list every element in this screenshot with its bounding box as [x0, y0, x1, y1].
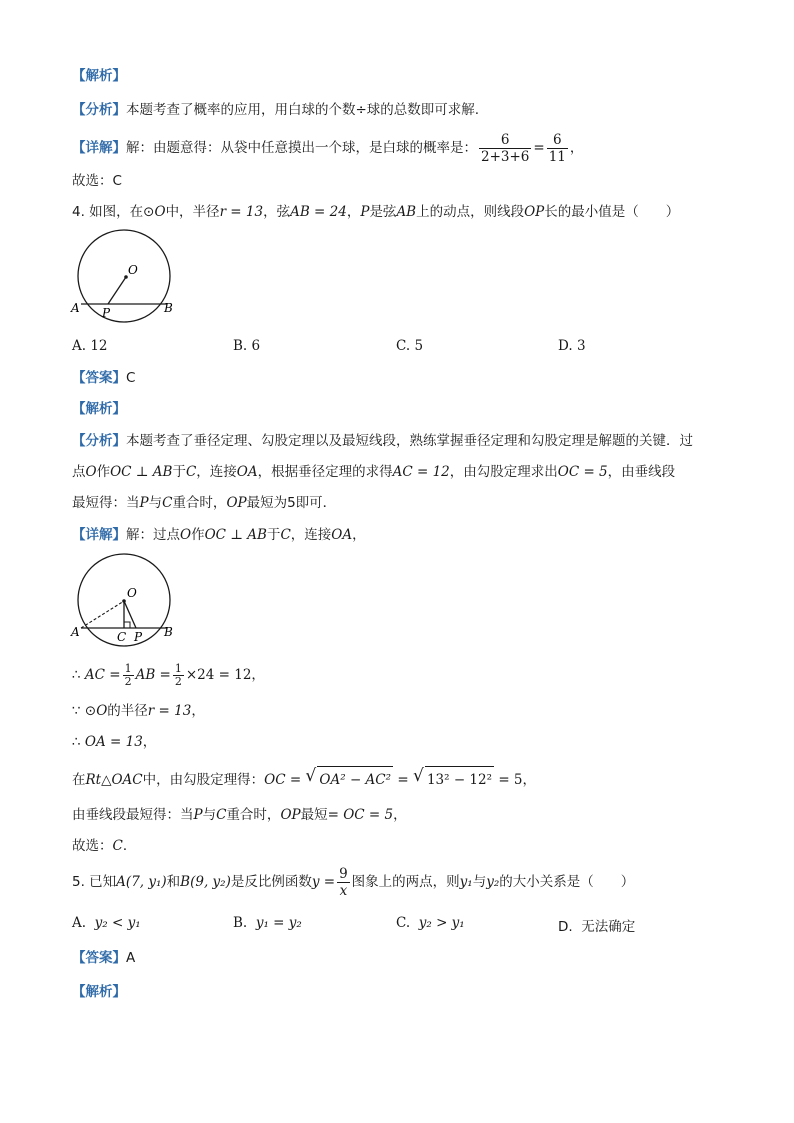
label-o: O: [128, 263, 138, 277]
segment-op: [108, 277, 126, 304]
fraction-6-over-11: $\frac{6}{11}$: [548, 131, 566, 165]
sqrt-oa2-ac2: √ OA² − AC²: [305, 766, 393, 793]
label-b: B: [164, 301, 173, 315]
xiangjie-tag: 【详解】: [72, 140, 126, 156]
circle-figure-1: [68, 228, 180, 326]
q4-step-2: ∵ ⊙O的半径r = 13，: [72, 703, 205, 719]
label-a: A: [71, 625, 80, 639]
q4-xiangjie-line: 【详解】解：过点O作OC ⊥ AB于C，连接OA，: [72, 527, 366, 543]
fraction-half: $\frac{1}{2}$: [124, 661, 132, 688]
q4-step-4: 在Rt△OAC中，由勾股定理得：OC = √ OA² − AC² = √ 13² − 12² = 5，: [72, 766, 536, 793]
segment-oa-dashed: [81, 601, 124, 628]
right-angle-mark: [124, 622, 130, 628]
xiangjie-text: 解：由题意得：从袋中任意摸出一个球，是白球的概率是：: [126, 140, 477, 156]
q4-step-1: ∴ AC = $\frac{1}{2}$ AB = $\frac{1}{2}$ ×24 = 12，: [72, 661, 265, 688]
q4-fenxi-line-2: 点O作OC ⊥ AB于C，连接OA，根据垂径定理的求得AC = 12，由勾股定理求出OC = 5，由垂线段: [72, 464, 676, 480]
q5-option-d[interactable]: D. 无法确定: [558, 919, 636, 935]
circle-o: [78, 230, 170, 322]
q4-step-3: ∴ OA = 13，: [72, 734, 157, 750]
q5-jiexi-heading: 【解析】: [72, 984, 126, 1000]
q4-option-c[interactable]: C. 5: [396, 338, 424, 354]
sqrt-13-12: √ 13² − 12²: [413, 766, 494, 793]
fenxi-tag: 【分析】: [72, 102, 126, 118]
q4-option-a[interactable]: A. 12: [72, 338, 108, 354]
label-b: B: [164, 625, 173, 639]
q4-fenxi-line-1: 【分析】本题考查了垂径定理、勾股定理以及最短线段，熟练掌握垂径定理和勾股定理是解题的关键．过: [72, 433, 693, 449]
fraction-9-over-x: $\frac{9}{x}$: [339, 865, 348, 899]
q4-answer: 【答案】C: [72, 370, 136, 386]
q5-option-c[interactable]: C. y₂ > y₁: [396, 915, 465, 931]
q3-jiexi-heading: [72, 66, 126, 86]
label-o: O: [127, 586, 137, 600]
point-o: [122, 599, 126, 603]
q5-answer: 【答案】A: [72, 950, 136, 966]
q3-fenxi-line: [72, 100, 479, 120]
q4-fenxi-line-3: 最短得：当P与C重合时，OP最短为5即可．: [72, 495, 337, 511]
label-a: A: [71, 301, 80, 315]
label-p: P: [134, 630, 143, 644]
fraction-half: $\frac{1}{2}$: [174, 661, 182, 688]
q4-guxuan: 故选：C．: [72, 838, 137, 854]
fenxi-text: 本题考查了概率的应用，用白球的个数÷球的总数即可求解.: [126, 102, 480, 118]
q5-option-a[interactable]: A. y₂ < y₁: [72, 915, 141, 931]
q5-option-b[interactable]: B. y₁ = y₂: [233, 915, 302, 931]
q4-option-d[interactable]: D. 3: [558, 338, 586, 354]
fraction-6-over-sum: $\frac{6}{2+3+6}$: [481, 131, 530, 165]
jiexi-tag: 【解析】: [72, 68, 126, 84]
label-p: P: [102, 306, 111, 320]
q5-stem: 5. 已知A(7, y₁)和B(9, y₂)是反比例函数y = $\frac{9}{x}$ 图象上的两点，则y₁与y₂的大小关系是（ ）: [72, 865, 635, 899]
q4-step-5: 由垂线段最短得：当P与C重合时，OP最短= OC = 5，: [72, 807, 407, 823]
label-c: C: [117, 630, 127, 644]
q4-jiexi-heading: 【解析】: [72, 401, 126, 417]
q4-option-b[interactable]: B. 6: [233, 338, 261, 354]
q4-stem: 4. 如图，在⊙O中，半径r = 13，弦AB = 24，P是弦AB上的动点，则线段OP长的最小值是（ ）: [72, 204, 680, 220]
q3-xiangjie-line: 【详解】解：由题意得：从袋中任意摸出一个球，是白球的概率是： $\frac{6}{2+3+6}$ = $\frac{6}{11}$ ，: [72, 131, 584, 165]
q3-guxuan: 故选：C: [72, 173, 122, 189]
circle-figure-2: [68, 552, 180, 650]
